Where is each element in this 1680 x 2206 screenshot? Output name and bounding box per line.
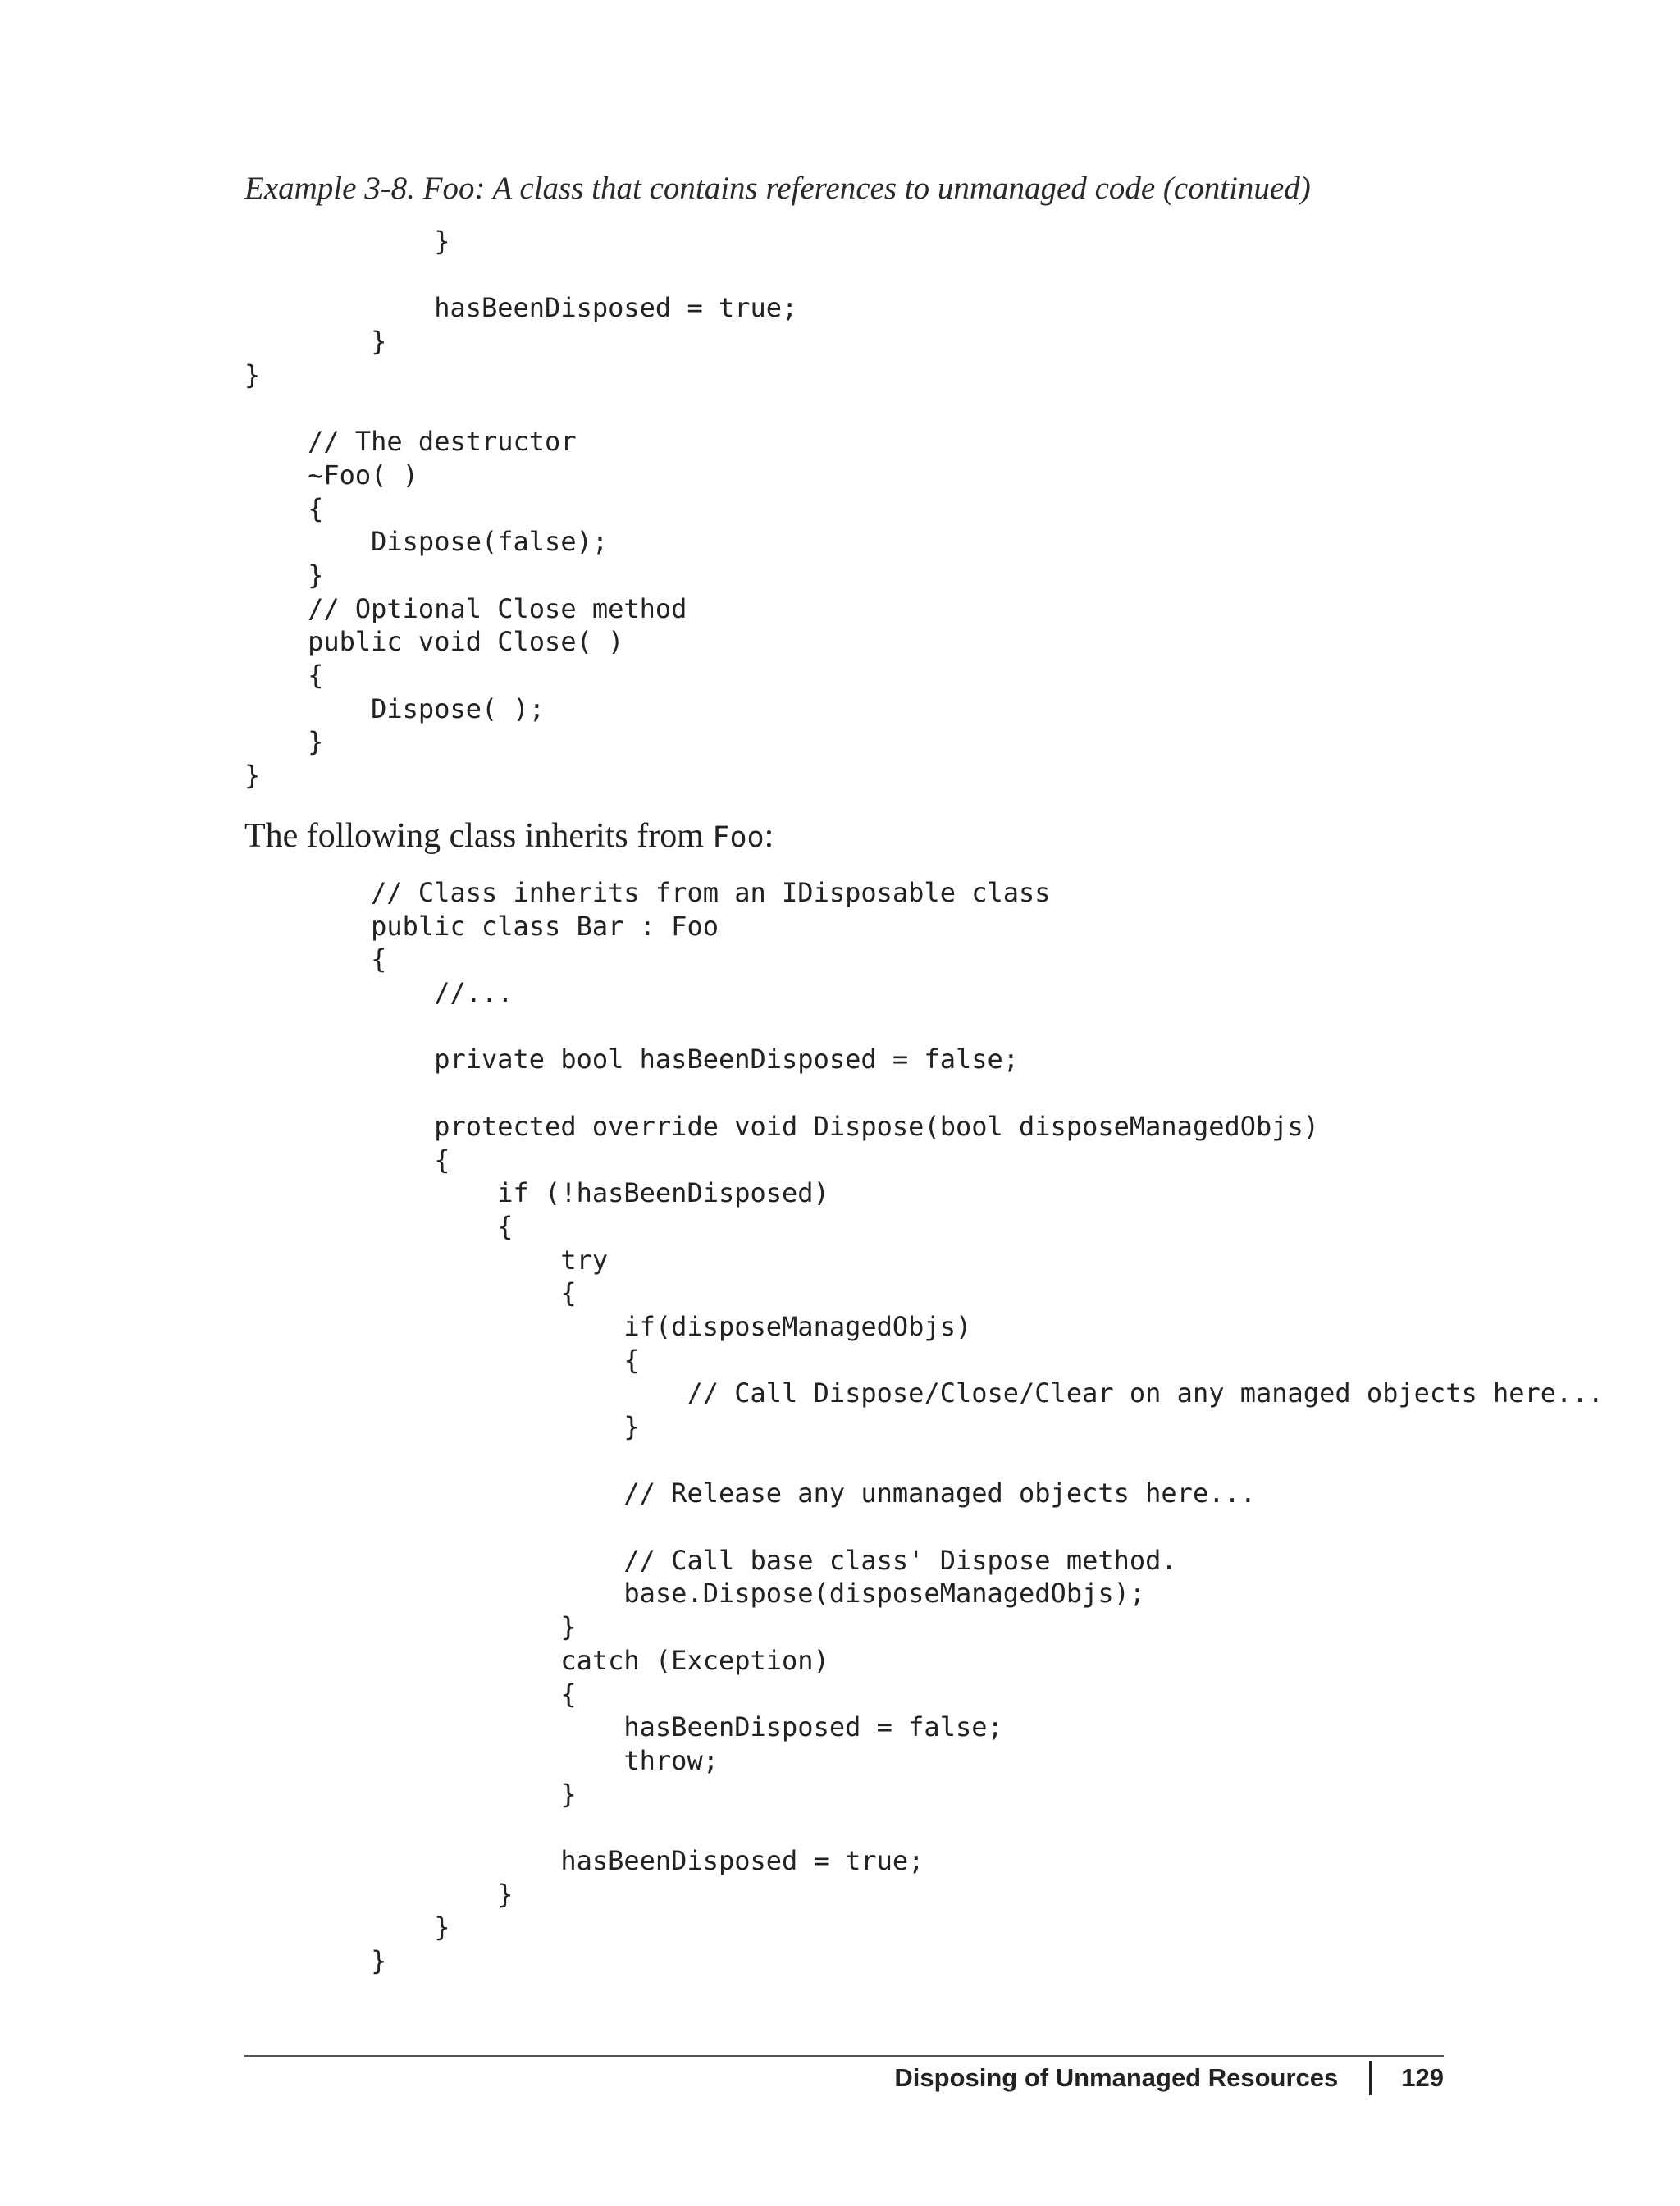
code-line: // Call Dispose/Close/Clear on any managed objects here... (244, 1377, 1604, 1409)
code-line: { (244, 659, 324, 691)
code-line: } (244, 1778, 577, 1810)
code-line: ~Foo( ) (244, 459, 418, 491)
code-line: hasBeenDisposed = true; (244, 1844, 924, 1876)
code-line: // Call base class' Dispose method. (244, 1544, 1177, 1576)
code-line: Dispose( ); (244, 692, 546, 724)
code-line (244, 1076, 1604, 1110)
code-line: } (244, 1945, 387, 1976)
code-line: } (244, 1911, 450, 1943)
code-line: public class Bar : Foo (244, 910, 719, 942)
code-line: public void Close( ) (244, 626, 624, 658)
code-line: try (244, 1244, 609, 1276)
code-line: } (244, 326, 387, 358)
footer-section-title: Disposing of Unmanaged Resources (894, 2063, 1339, 2092)
code-line: } (244, 1611, 577, 1643)
code-line: { (244, 943, 387, 975)
code-line: } (244, 760, 261, 791)
code-line: { (244, 1678, 577, 1710)
code-line: hasBeenDisposed = true; (244, 292, 798, 324)
code-line: { (244, 1144, 450, 1176)
body-paragraph (244, 815, 774, 859)
footer-divider (244, 2055, 1444, 2057)
paragraph-text: The following class inherits from (244, 817, 713, 855)
code-line: catch (Exception) (244, 1644, 829, 1676)
code-line (244, 258, 797, 292)
example-caption: Example 3-8. Foo: A class that contains references to unmanaged code (continued) (244, 171, 1311, 206)
code-listing-bar-class (244, 876, 1604, 1978)
code-line: // The destructor (244, 426, 577, 458)
code-line (244, 1010, 1604, 1044)
code-line: { (244, 492, 324, 524)
code-line: throw; (244, 1744, 719, 1776)
running-footer (894, 2059, 1444, 2097)
code-line: // Release any unmanaged objects here... (244, 1478, 1256, 1509)
code-line: hasBeenDisposed = false; (244, 1711, 1003, 1743)
code-line: { (244, 1210, 514, 1242)
code-line (244, 1444, 1604, 1478)
inline-code-foo: Foo (712, 821, 765, 854)
code-line: // Class inherits from an IDisposable class (244, 877, 1051, 908)
code-line: } (244, 559, 324, 591)
code-line: } (244, 1878, 514, 1910)
code-line: } (244, 226, 450, 257)
code-line: { (244, 1344, 640, 1376)
code-line: protected override void Dispose(bool disposeManagedObjs) (244, 1110, 1320, 1142)
code-line (244, 1811, 1604, 1844)
code-line: { (244, 1277, 577, 1309)
code-line: if(disposeManagedObjs) (244, 1310, 972, 1342)
paragraph-text-end: : (764, 817, 774, 855)
code-line (244, 1510, 1604, 1544)
code-line: Dispose(false); (244, 526, 609, 558)
page-number: 129 (1401, 2063, 1444, 2092)
code-listing-continued (244, 225, 797, 792)
code-line: // Optional Close method (244, 592, 687, 624)
code-line: } (244, 726, 324, 758)
code-line: } (244, 1411, 640, 1442)
footer-separator (1369, 2061, 1372, 2095)
code-line: //... (244, 977, 514, 1009)
code-line: base.Dispose(disposeManagedObjs); (244, 1578, 1146, 1610)
code-line: private bool hasBeenDisposed = false; (244, 1044, 1020, 1076)
code-line: } (244, 359, 261, 391)
code-line (244, 391, 797, 425)
code-line: if (!hasBeenDisposed) (244, 1177, 829, 1209)
